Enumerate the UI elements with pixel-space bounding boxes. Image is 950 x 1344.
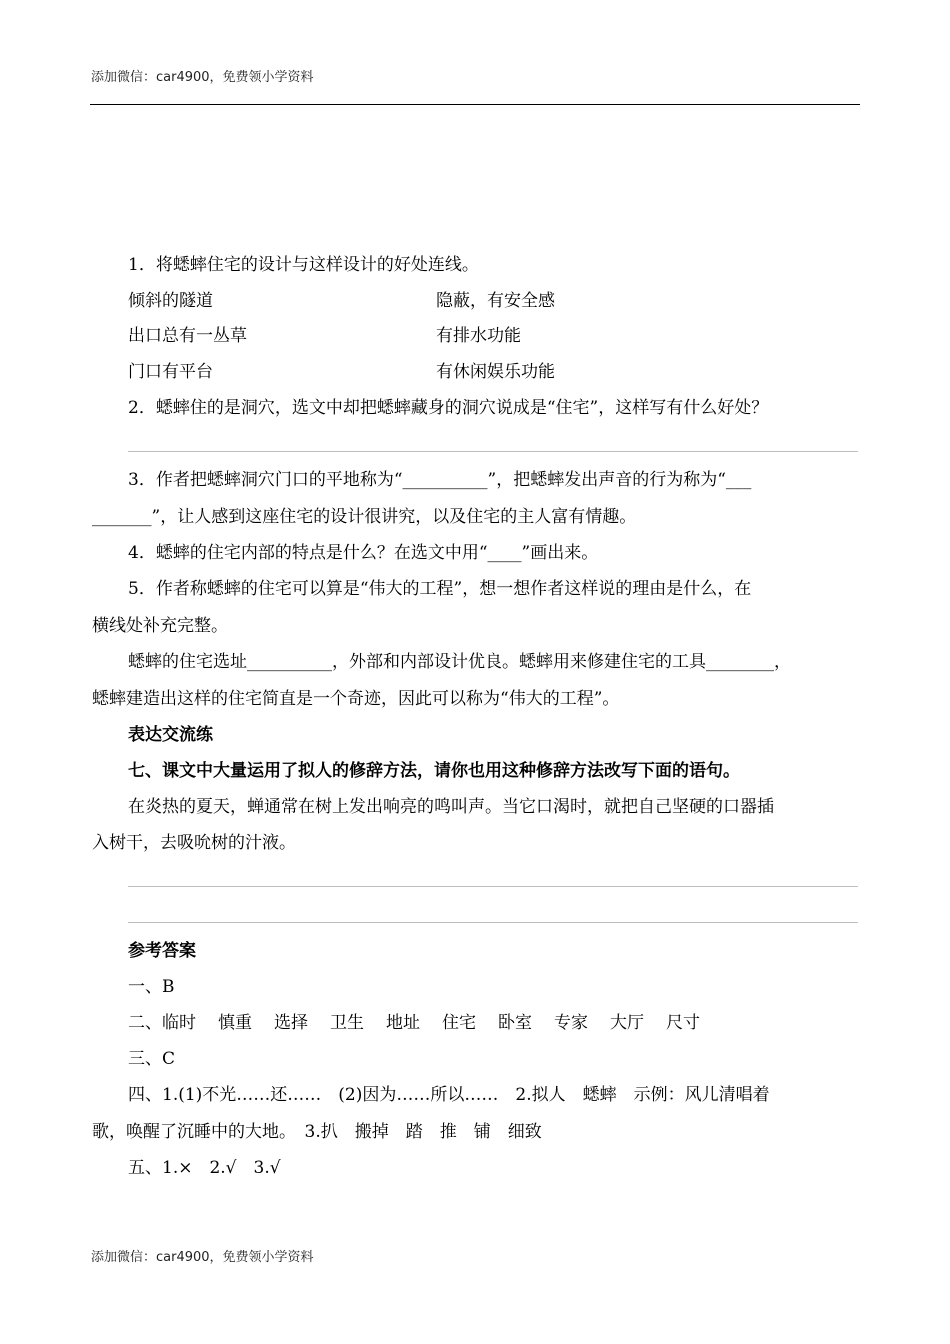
question-2: 2．蟋蟀住的是洞穴，选文中却把蟋蟀藏身的洞穴说成是“住宅”，这样写有什么好处？ bbox=[128, 398, 769, 418]
question-3-line-1: 3．作者把蟋蟀洞穴门口的平地称为“__________”，把蟋蟀发出声音的行为称为“___ bbox=[128, 470, 752, 490]
answer-2-item: 卫生 bbox=[330, 1013, 364, 1033]
answer-line-q7-1 bbox=[128, 886, 858, 887]
question-5-fill-1: 蟋蟀的住宅选址__________，外部和内部设计优良。蟋蟀用来修建住宅的工具________， bbox=[128, 652, 791, 672]
answer-1: 一、B bbox=[128, 977, 175, 997]
answer-line-q2 bbox=[128, 451, 858, 452]
answer-2-item: 慎重 bbox=[218, 1013, 252, 1033]
answer-line-q7-2 bbox=[128, 922, 858, 923]
answer-2-item: 临时 bbox=[162, 1013, 196, 1033]
header-divider bbox=[90, 104, 860, 105]
answer-2-item: 地址 bbox=[386, 1013, 420, 1033]
question-3-line-2: _______”，让人感到这座住宅的设计很讲究，以及住宅的主人富有情趣。 bbox=[92, 507, 637, 527]
answer-5: 五、1.× 2.√ 3.√ bbox=[128, 1158, 281, 1178]
match-right-3: 有休闲娱乐功能 bbox=[436, 362, 555, 382]
question-5-fill-2: 蟋蟀建造出这样的住宅简直是一个奇迹，因此可以称为“伟大的工程”。 bbox=[92, 689, 620, 709]
answer-2-prefix: 二、 bbox=[128, 1013, 162, 1033]
question-7-text-2: 入树干，去吸吮树的汁液。 bbox=[92, 833, 296, 853]
match-left-3: 门口有平台 bbox=[128, 362, 213, 382]
question-7-title: 七、课文中大量运用了拟人的修辞方法，请你也用这种修辞方法改写下面的语句。 bbox=[128, 761, 740, 781]
question-5-line-2: 横线处补充完整。 bbox=[92, 616, 228, 636]
answer-3: 三、C bbox=[128, 1049, 176, 1069]
section-title: 表达交流练 bbox=[128, 725, 213, 745]
page-footer: 添加微信：car4900，免费领小学资料 bbox=[91, 1250, 314, 1265]
question-4: 4．蟋蟀的住宅内部的特点是什么？在选文中用“____”画出来。 bbox=[128, 543, 599, 563]
match-left-2: 出口总有一丛草 bbox=[128, 326, 247, 346]
page-header: 添加微信：car4900，免费领小学资料 bbox=[91, 70, 314, 85]
question-7-text-1: 在炎热的夏天，蝉通常在树上发出响亮的鸣叫声。当它口渴时，就把自己坚硬的口器插 bbox=[128, 797, 774, 817]
answer-2-item: 大厅 bbox=[610, 1013, 644, 1033]
match-left-1: 倾斜的隧道 bbox=[128, 291, 213, 311]
answer-4-line-2: 歌，唤醒了沉睡中的大地。 3.扒 搬掉 踏 推 铺 细致 bbox=[92, 1122, 542, 1142]
answer-2-item: 尺寸 bbox=[666, 1013, 700, 1033]
question-1: 1．将蟋蟀住宅的设计与这样设计的好处连线。 bbox=[128, 255, 479, 275]
answer-2-item: 选择 bbox=[274, 1013, 308, 1033]
answer-2-item: 卧室 bbox=[498, 1013, 532, 1033]
question-5-line-1: 5．作者称蟋蟀的住宅可以算是“伟大的工程”，想一想作者这样说的理由是什么，在 bbox=[128, 579, 752, 599]
answer-4-line-1: 四、1.(1)不光……还…… (2)因为……所以…… 2.拟人 蟋蟀 示例：风儿清唱着 bbox=[128, 1085, 770, 1105]
answer-2-item: 住宅 bbox=[442, 1013, 476, 1033]
answer-2 bbox=[128, 1011, 700, 1035]
answer-2-item: 专家 bbox=[554, 1013, 588, 1033]
match-right-1: 隐蔽，有安全感 bbox=[436, 291, 555, 311]
answers-title: 参考答案 bbox=[128, 941, 196, 961]
match-right-2: 有排水功能 bbox=[436, 326, 521, 346]
